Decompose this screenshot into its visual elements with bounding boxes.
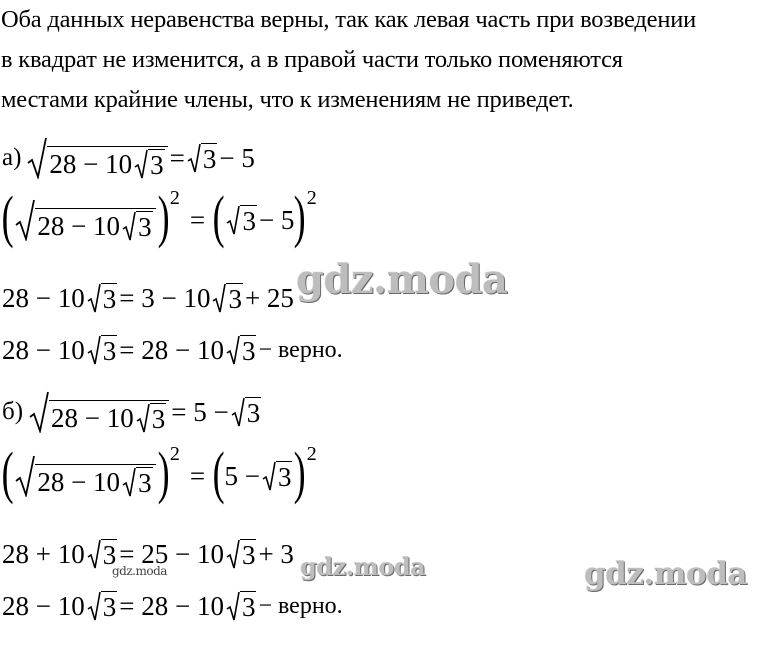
sqrt-3: 3: [187, 143, 218, 173]
radical-sign-icon: [27, 137, 47, 179]
inner-sqrt: 3: [134, 149, 165, 179]
watermark-right: gdz.moda: [584, 556, 747, 592]
intro-line-3: местами крайние члены, что к изменениям не приведет.: [1, 86, 574, 113]
intro-line-2: в квадрат не изменится, а в правой части только поменяются: [1, 46, 623, 73]
part-b-expand: 28 + 10 3 = 25 − 10 3 + 3: [2, 538, 294, 570]
rhs-tail: − 5: [219, 142, 255, 173]
watermark-large: gdz.moda: [296, 256, 508, 303]
part-b-equation: б) 28 − 10 3 = 5 − 3: [2, 382, 263, 442]
part-a-expand: 28 − 10 3 = 3 − 10 3 + 25: [2, 282, 294, 314]
part-a-equation: [2, 128, 255, 188]
exponent: 2: [169, 186, 180, 209]
part-b-result: 28 − 10 3 = 28 − 10 3 − верно.: [2, 590, 343, 622]
part-a-squared: ( 28 − 10 3 ) 2 = ( 3 − 5 ) 2: [1, 184, 317, 249]
outer-sqrt: [27, 137, 167, 179]
radicand-text: 28 − 10: [49, 148, 133, 179]
equals-sign: =: [169, 142, 185, 173]
intro-paragraph: [1, 0, 783, 120]
watermark-small: gdz.moda: [112, 564, 167, 578]
intro-line-1: Оба данных неравенства верны, так как левая часть при возведении: [1, 6, 697, 33]
part-b-squared: ( 28 − 10 3 ) 2 = ( 5 − 3 ) 2: [1, 440, 317, 505]
part-b-label: б): [2, 398, 24, 425]
part-a-result: 28 − 10 3 = 28 − 10 3 − верно.: [2, 334, 343, 366]
part-a-label: а): [2, 144, 22, 171]
watermark-mid: gdz.moda: [300, 552, 426, 581]
